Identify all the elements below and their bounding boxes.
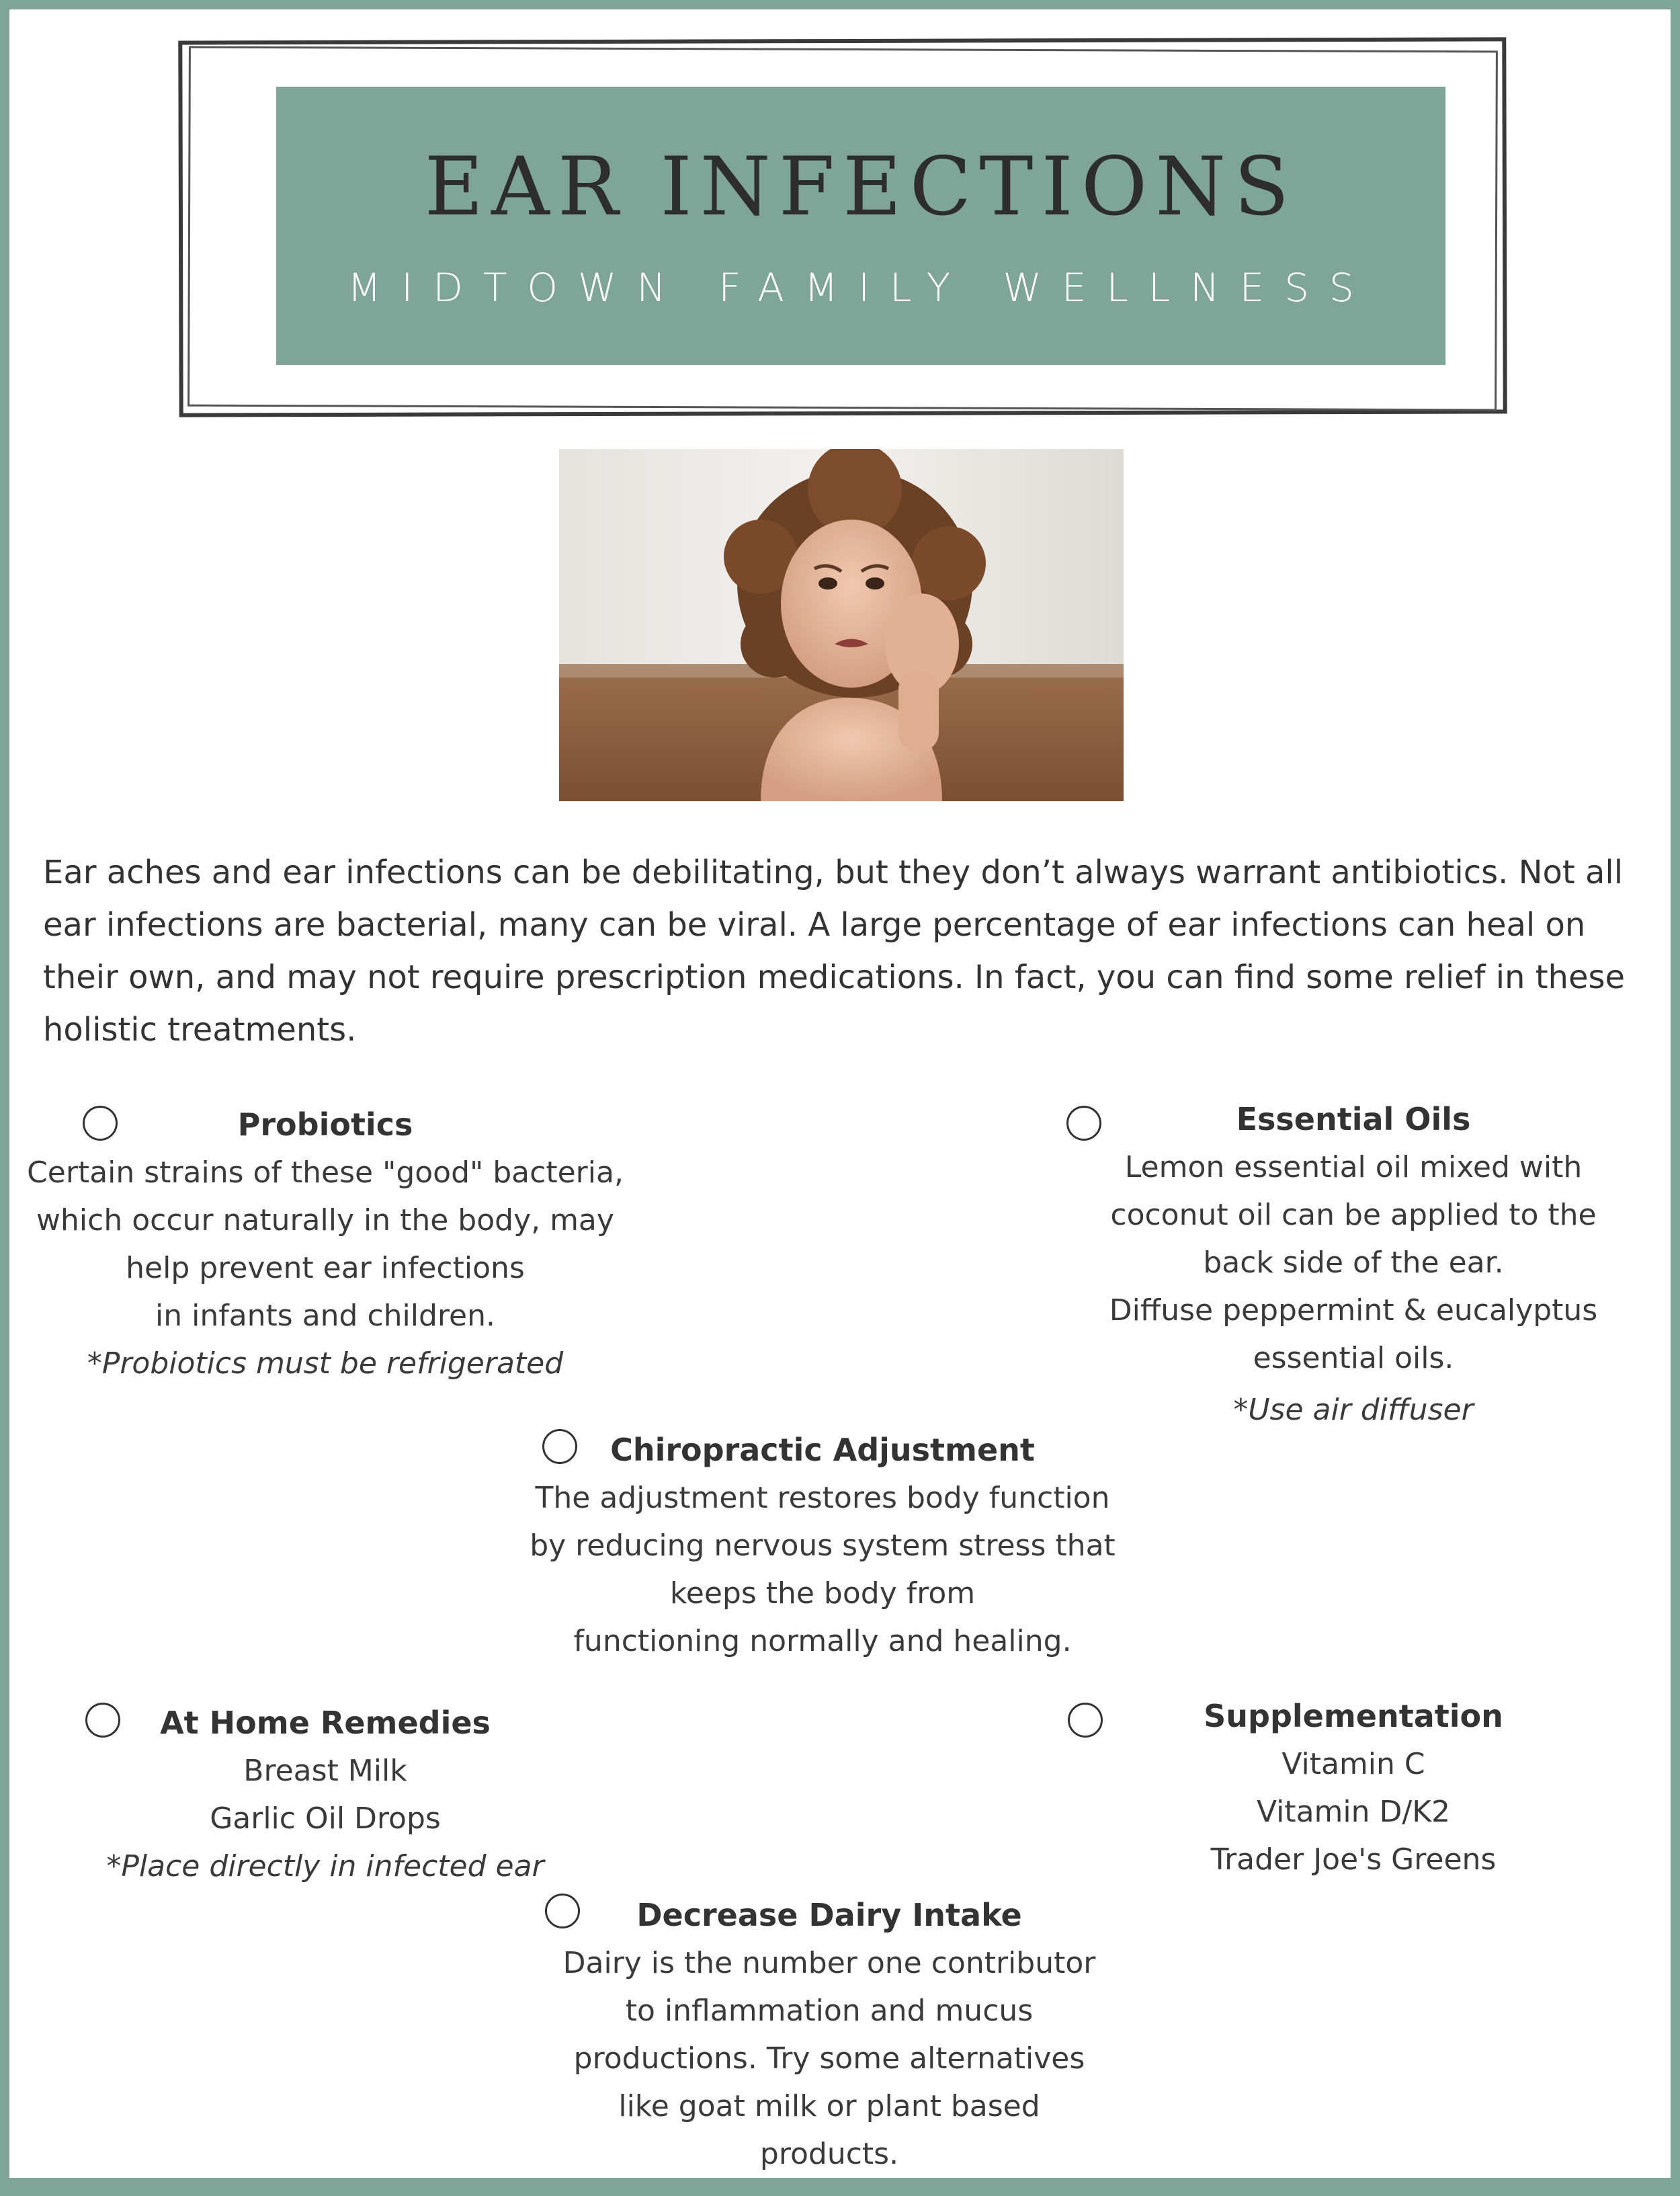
supplementation-line-1: Vitamin C [1282,1747,1425,1781]
page-title: EAR INFECTIONS [424,140,1298,234]
dairy-line-3: productions. Try some alternatives [573,2041,1085,2076]
supplementation-line-2: Vitamin D/K2 [1256,1795,1451,1829]
dairy-line-4: like goat milk or plant based [618,2089,1040,2123]
essential-oils-line-4: Diffuse peppermint & eucalyptus [1109,1293,1598,1328]
essential-oils-section [1031,1096,1676,1434]
dairy-line-5: products. [759,2137,899,2171]
supplementation-line-3: Trader Joe's Greens [1210,1842,1497,1877]
home-remedies-title: At Home Remedies [160,1705,491,1741]
crying-child-illustration [559,449,1124,801]
essential-oils-line-3: back side of the ear. [1203,1246,1504,1280]
essential-oils-title: Essential Oils [1236,1101,1471,1137]
chiropractic-line-4: functioning normally and healing. [573,1624,1072,1658]
probiotics-section [23,1101,628,1387]
dairy-title: Decrease Dairy Intake [636,1897,1022,1933]
clinic-name: MIDTOWN FAMILY WELLNESS [347,265,1374,311]
flyer-page [9,9,1671,2178]
chiropractic-line-2: by reducing nervous system stress that [530,1529,1116,1563]
probiotics-title: Probiotics [237,1106,413,1143]
dairy-line-2: to inflammation and mucus [625,1994,1034,2028]
probiotics-line-4: in infants and children. [155,1299,495,1333]
probiotics-line-1: Certain strains of these "good" bacteria, [27,1155,624,1190]
essential-oils-note: *Use air diffuser [1233,1393,1474,1427]
chiropractic-section [520,1426,1125,1665]
essential-oils-line-2: coconut oil can be applied to the [1110,1198,1597,1232]
probiotics-line-3: help prevent ear infections [126,1251,525,1285]
probiotics-line-2: which occur naturally in the body, may [36,1203,614,1237]
dairy-section [527,1892,1132,2178]
dairy-line-1: Dairy is the number one contributor [562,1946,1096,1980]
chiropractic-line-1: The adjustment restores body function [535,1481,1110,1515]
child-photo [559,449,1124,801]
chiropractic-line-3: keeps the body from [669,1576,976,1611]
home-remedies-note: *Place directly in infected ear [106,1849,544,1883]
intro-paragraph: Ear aches and ear infections can be debilitating, but they don’t always warrant antibiotics. Not all ear infections are bacterial, many can be viral. A large percentage of ear infections can heal on their own, and may not require prescription medications. In fact, you can find some relief in these holistic treatments. [43,854,1626,1049]
supplementation-section [1058,1693,1649,1883]
home-remedies-line-2: Garlic Oil Drops [210,1801,441,1836]
home-remedies-line-1: Breast Milk [243,1754,407,1788]
home-remedies-section [30,1699,621,1890]
probiotics-note: *Probiotics must be refrigerated [87,1346,564,1381]
chiropractic-title: Chiropractic Adjustment [610,1432,1035,1468]
essential-oils-line-5: essential oils. [1253,1341,1454,1375]
essential-oils-line-1: Lemon essential oil mixed with [1124,1150,1583,1184]
supplementation-title: Supplementation [1204,1698,1503,1734]
header-banner [276,87,1445,365]
